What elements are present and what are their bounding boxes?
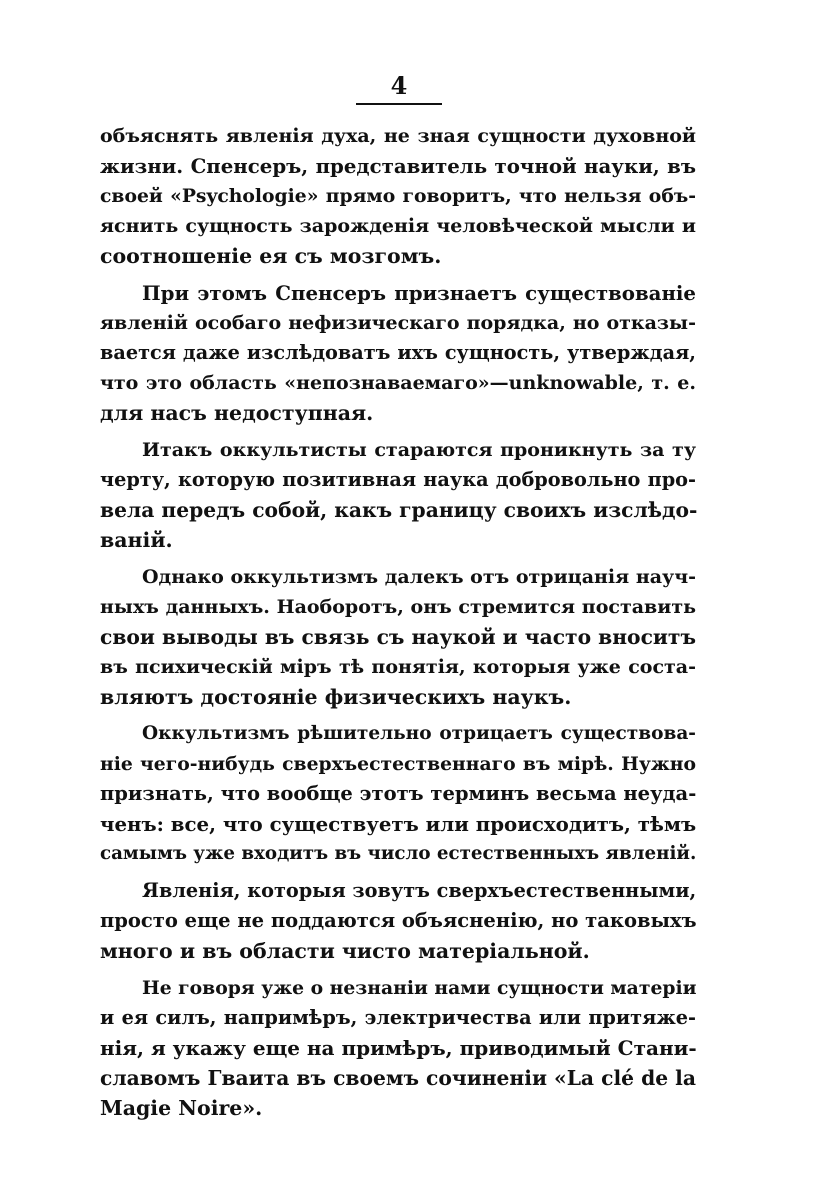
- paragraph-3: [100, 435, 696, 555]
- text-line: ніе чего-нибудь сверхъестественнаго въ мірѣ. Нужно: [100, 753, 696, 775]
- text-line: Однако оккультизмъ далекъ отъ отрицанія науч-: [142, 566, 696, 588]
- text-line: и ея силъ, напримѣръ, электричества или притяже-: [100, 1006, 696, 1029]
- text-line: Не говоря уже о незнаніи нами сущности матеріи: [142, 977, 697, 999]
- text-line: славомъ Гваита въ своемъ сочиненіи «La clé de la: [100, 1066, 696, 1090]
- page-number: 4: [390, 71, 408, 100]
- text-line: объяснять явленія духа, не зная сущности духовной: [100, 125, 696, 147]
- text-line: нія, я укажу еще на примѣръ, приводимый Стани-: [100, 1036, 697, 1060]
- paragraph-2: [100, 278, 696, 428]
- text-line: свои выводы въ связь съ наукой и часто вноситъ: [100, 625, 696, 649]
- paragraph-1: [100, 121, 696, 271]
- text-line: жизни. Спенсеръ, представитель точной науки, въ: [100, 154, 696, 178]
- text-line: яснить сущность зарожденія человѣческой мысли и: [100, 215, 696, 237]
- text-line: признать, что вообще этотъ терминъ весьма неуда-: [100, 782, 697, 805]
- paragraph-5: [100, 719, 696, 869]
- text-line: въ психическій міръ тѣ понятія, которыя уже соста-: [100, 656, 696, 678]
- page-number-rule: [356, 103, 442, 105]
- text-line: своей «Psychologie» прямо говоритъ, что нельзя объ-: [100, 185, 696, 207]
- text-line: При этомъ Спенсеръ признаетъ существованіе: [142, 281, 696, 305]
- text-line: черту, которую позитивная наука добровольно про-: [100, 468, 696, 491]
- body-text: [100, 121, 696, 1123]
- text-line: соотношеніе ея съ мозгомъ.: [100, 244, 442, 268]
- text-line: ваній.: [100, 528, 173, 552]
- text-line: для насъ недоступная.: [100, 401, 374, 425]
- text-line: вляютъ достояніе физическихъ наукъ.: [100, 685, 572, 709]
- text-line: Итакъ оккультисты стараются проникнуть за ту: [142, 439, 696, 461]
- text-line: Magie Noire».: [100, 1096, 263, 1120]
- text-line: Оккультизмъ рѣшительно отрицаетъ существова-: [142, 723, 696, 744]
- paragraph-4: [100, 562, 696, 712]
- text-line: ченъ: все, что существуетъ или происходитъ, тѣмъ: [100, 812, 697, 836]
- text-line: вела передъ собой, какъ границу своихъ изслѣдо-: [100, 498, 698, 522]
- page-header: [0, 72, 840, 112]
- text-line: ныхъ данныхъ. Наоборотъ, онъ стремится поставить: [100, 596, 696, 618]
- text-line: самымъ уже входитъ въ число естественныхъ явленій.: [100, 843, 697, 864]
- paragraph-7: [100, 973, 696, 1123]
- text-line: Явленія, которыя зовутъ сверхъестественными,: [142, 879, 697, 902]
- text-line: много и въ области чисто матеріальной.: [100, 939, 590, 963]
- text-line: что это область «непознаваемаго»—unknowable, т. е.: [100, 372, 696, 394]
- paragraph-6: [100, 876, 696, 966]
- text-line: явленій особаго нефизическаго порядка, но отказы-: [100, 312, 696, 334]
- text-line: вается даже изслѣдоватъ ихъ сущность, утверждая,: [100, 341, 696, 364]
- text-line: просто еще не поддаются объясненію, но таковыхъ: [100, 909, 697, 932]
